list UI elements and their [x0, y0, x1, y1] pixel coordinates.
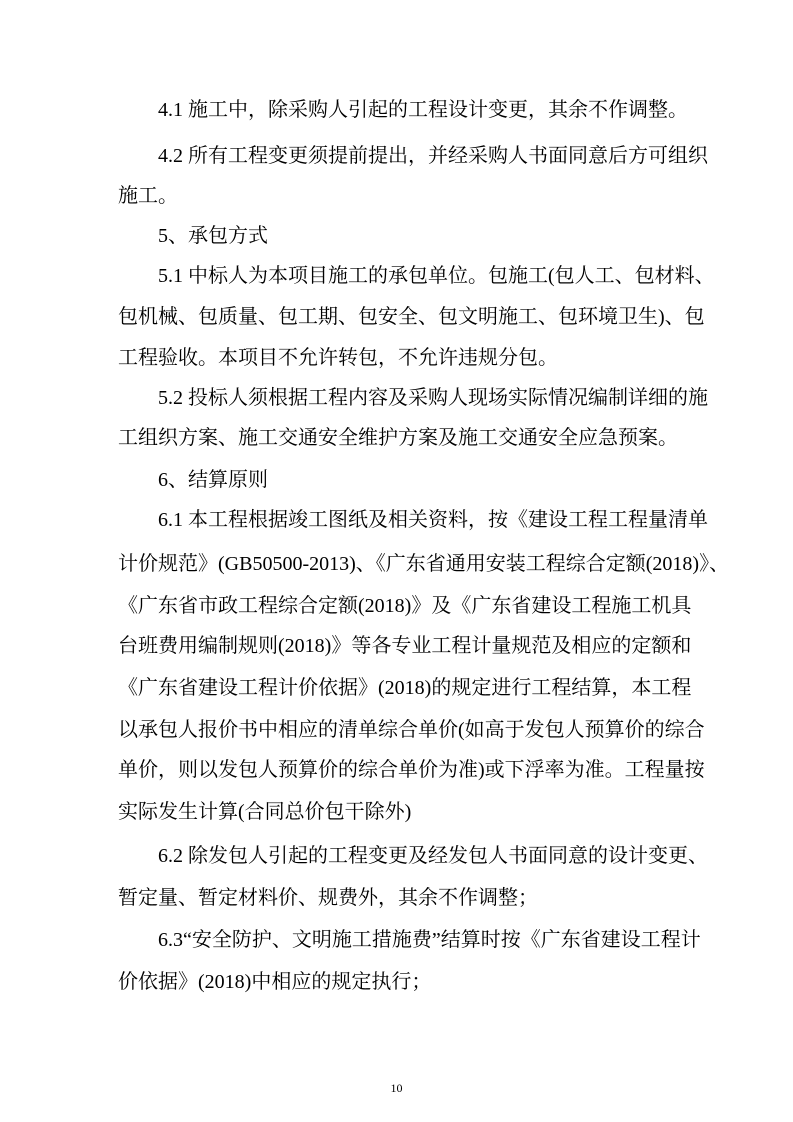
paragraph-6-1-continuation-4: 《广东省建设工程计价依据》(2018)的规定进行工程结算，本工程: [118, 677, 692, 699]
paragraph-6-1-continuation-7: 实际发生计算(合同总价包干除外): [118, 801, 412, 823]
paragraph-5-1: 5.1 中标人为本项目施工的承包单位。包施工(包人工、包材料、: [158, 265, 715, 287]
paragraph-6-2-continuation: 暂定量、暂定材料价、规费外，其余不作调整；: [118, 887, 538, 909]
paragraph-6-1: 6.1 本工程根据竣工图纸及相关资料，按《建设工程工程量清单: [158, 509, 708, 531]
paragraph-6-1-continuation-3: 台班费用编制规则(2018)》等各专业工程计量规范及相应的定额和: [118, 635, 692, 657]
section-heading-6: 6、结算原则: [158, 469, 268, 491]
paragraph-6-1-continuation-1: 计价规范》(GB50500-2013)、《广东省通用安装工程综合定额(2018)》、: [118, 553, 730, 575]
paragraph-6-3: 6.3“安全防护、文明施工措施费”结算时按《广东省建设工程计: [158, 929, 701, 951]
page-number: 10: [390, 1081, 403, 1095]
paragraph-5-1-continuation-1: 包机械、包质量、包工期、包安全、包文明施工、包环境卫生)、包: [118, 306, 705, 328]
paragraph-5-2: 5.2 投标人须根据工程内容及采购人现场实际情况编制详细的施: [158, 387, 708, 409]
paragraph-6-1-continuation-2: 《广东省市政工程综合定额(2018)》及《广东省建设工程施工机具: [118, 595, 692, 617]
paragraph-6-1-continuation-5: 以承包人报价书中相应的清单综合单价(如高于发包人预算价的综合: [118, 719, 705, 741]
paragraph-6-1-continuation-6: 单价，则以发包人预算价的综合单价为准)或下浮率为准。工程量按: [118, 759, 705, 781]
paragraph-6-3-continuation: 价依据》(2018)中相应的规定执行；: [118, 971, 432, 993]
paragraph-6-2: 6.2 除发包人引起的工程变更及经发包人书面同意的设计变更、: [158, 845, 708, 867]
paragraph-4-2: 4.2 所有工程变更须提前提出，并经采购人书面同意后方可组织: [158, 145, 708, 167]
section-heading-5: 5、承包方式: [158, 225, 268, 247]
paragraph-5-2-continuation: 工组织方案、施工交通安全维护方案及施工交通安全应急预案。: [118, 427, 678, 449]
paragraph-4-1: 4.1 施工中，除采购人引起的工程设计变更，其余不作调整。: [158, 99, 688, 121]
paragraph-5-1-continuation-2: 工程验收。本项目不允许转包，不允许违规分包。: [118, 347, 558, 369]
paragraph-4-2-continuation: 施工。: [118, 185, 178, 207]
